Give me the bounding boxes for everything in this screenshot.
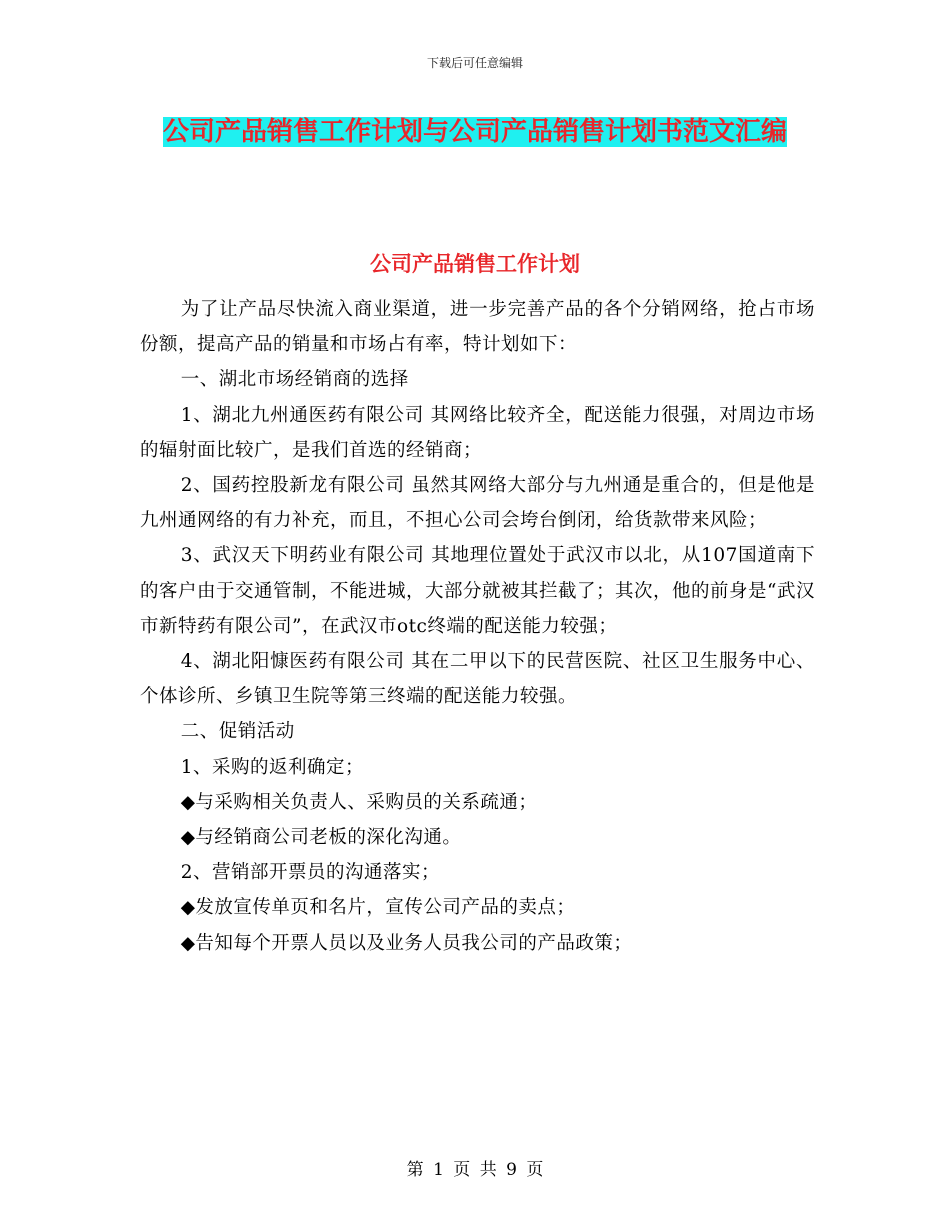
bullet-item: ◆与经销商公司老板的深化沟通。 bbox=[180, 827, 462, 849]
paragraph-distributor-3: 3、武汉天下明药业有限公司 其地理位置处于武汉市以北，从107国道南下的客户由于交通管制，不能进城，大部分就被其拦截了；其次，他的前身是“武汉市新特药有限公司”，在武汉市otc终端的配送能力较强； bbox=[140, 545, 815, 637]
section-title: 公司产品销售工作计划 bbox=[370, 252, 580, 276]
page-footer: 第 1 页 共 9 页 bbox=[406, 1160, 544, 1180]
heading-promotion: 二、促销活动 bbox=[180, 721, 295, 743]
document-title bbox=[140, 110, 810, 154]
bullet-item: ◆告知每个开票人员以及业务人员我公司的产品政策； bbox=[180, 932, 633, 954]
paragraph-distributor-1: 1、湖北九州通医药有限公司 其网络比较齐全，配送能力很强，对周边市场的辐射面比较广，是我们首选的经销商； bbox=[140, 404, 815, 461]
intro-paragraph: 为了让产品尽快流入商业渠道，进一步完善产品的各个分销网络，抢占市场份额，提高产品的销量和市场占有率，特计划如下： bbox=[140, 299, 815, 356]
header-note: 下载后可任意编辑 bbox=[426, 56, 523, 70]
document-title-text: 公司产品销售工作计划与公司产品销售计划书范文汇编 bbox=[162, 117, 787, 147]
paragraph-promotion-2: 2、营销部开票员的沟通落实； bbox=[180, 862, 440, 884]
paragraph-distributor-4: 4、湖北阳慷医药有限公司 其在二甲以下的民营医院、社区卫生服务中心、个体诊所、乡镇卫生院等第三终端的配送能力较强。 bbox=[140, 651, 815, 708]
bullet-item: ◆发放宣传单页和名片，宣传公司产品的卖点； bbox=[180, 897, 576, 919]
heading-distributor-selection: 一、湖北市场经销商的选择 bbox=[180, 369, 409, 391]
paragraph-distributor-2: 2、国药控股新龙有限公司 虽然其网络大部分与九州通是重合的，但是他是九州通网络的有力补充，而且，不担心公司会垮台倒闭，给货款带来风险； bbox=[140, 475, 815, 532]
bullet-item: ◆与采购相关负责人、采购员的关系疏通； bbox=[180, 791, 538, 813]
paragraph-promotion-1: 1、采购的返利确定； bbox=[180, 756, 364, 778]
body-text bbox=[140, 292, 815, 961]
